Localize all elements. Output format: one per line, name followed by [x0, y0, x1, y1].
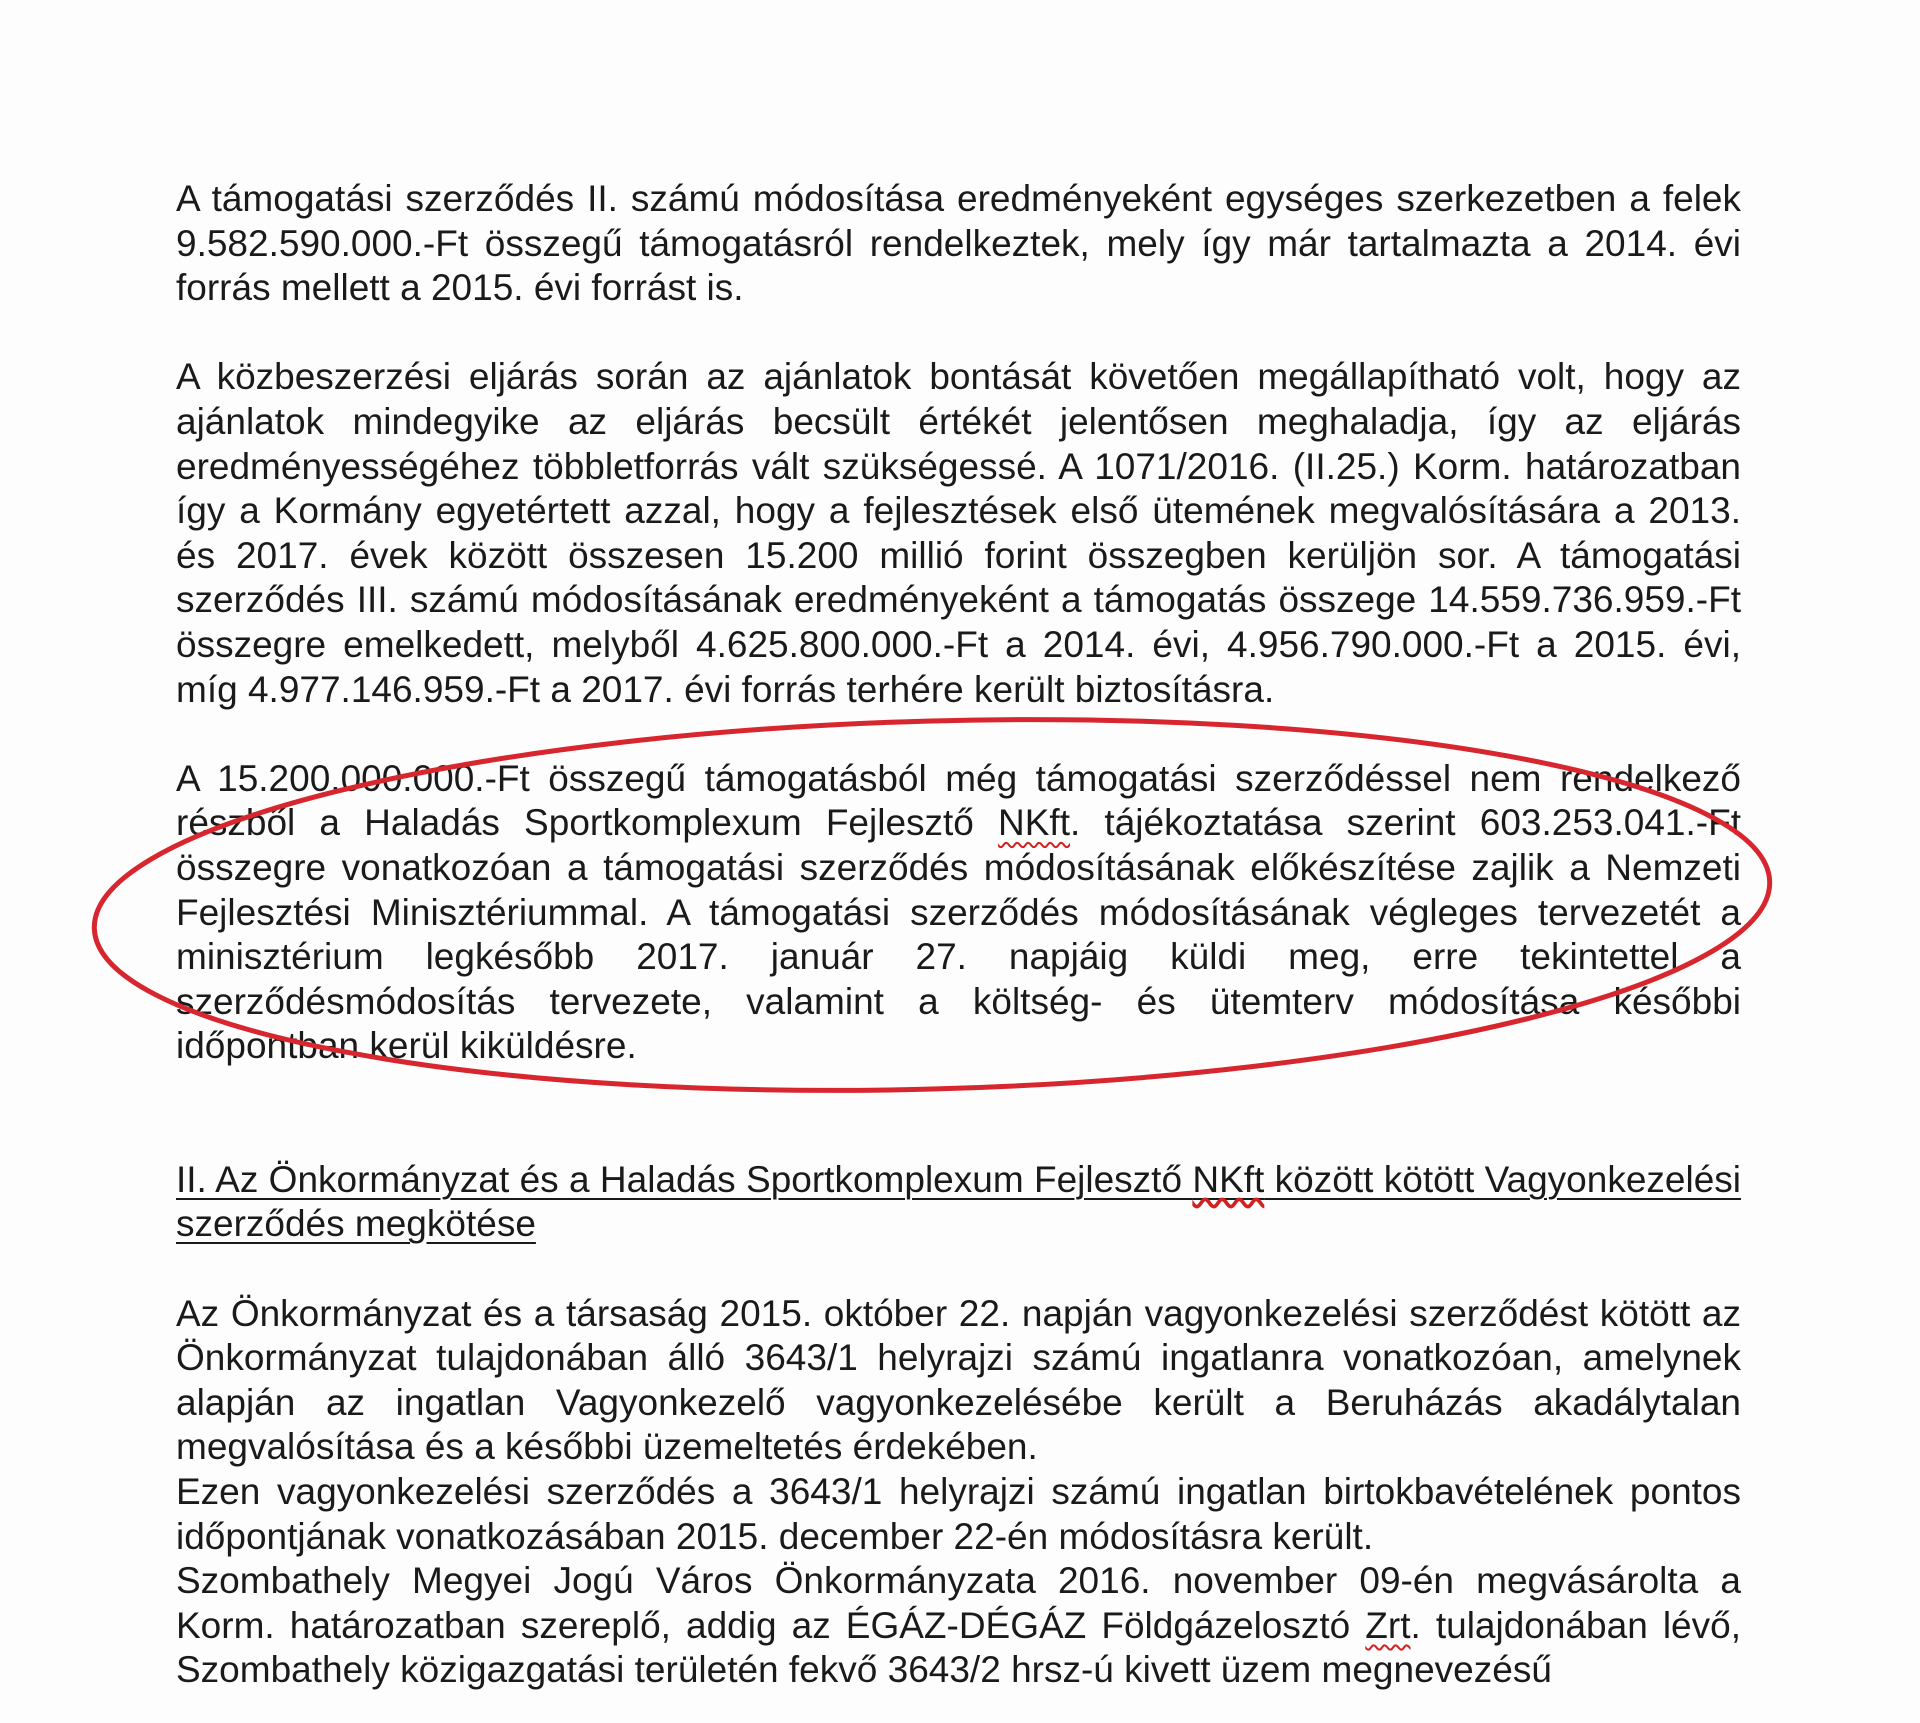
- document-body: [176, 177, 1741, 1693]
- section-heading-text-a: II. Az Önkormányzat és a Haladás Sportkomplexum Fejlesztő: [176, 1158, 1193, 1200]
- paragraph-procurement: A közbeszerzési eljárás során az ajánlatok bontását követően megállapítható volt, hogy az ajánlatok mindegyike az eljárás becsült értékét jelentősen meghaladja, így az eljárás eredményességéhez többletforrás vált szükségessé. A 1071/2016. (II.25.) Korm. határozatban így a Kormány egyetértett azzal, hogy a fejlesztések első ütemének megvalósítására a 2013. és 2017. évek között összesen 15.200 millió forint összegben kerüljön sor. A támogatási szerződés III. számú módosításának eredményeként a támogatás összege 14.559.736.959.-Ft összegre emelkedett, melyből 4.625.800.000.-Ft a 2014. évi, 4.956.790.000.-Ft a 2015. évi, míg 4.977.146.959.-Ft a 2017. évi forrás terhére került biztosításra.: [176, 356, 1741, 710]
- spellcheck-word-nkft: NKft: [998, 802, 1070, 844]
- section-heading-asset-management: [176, 1158, 1741, 1247]
- paragraph-remaining-support: [176, 757, 1741, 1069]
- paragraph-remaining-support-text-b: . tájékoztatása szerint 603.253.041.-Ft összegre vonatkozóan a támogatási szerződés módosításának előkészítése zajlik a Nemzeti Fejlesztési Minisztériummal. A támogatási szerződés módosításának végleges tervezetét a minisztérium legkésőbb 2017. január 27. napjáig küldi meg, erre tekintettel a szerződésmódosítás tervezete, valamint a költség- és ütemterv módosítása későbbi időpontban kerül kiküldésre.: [176, 802, 1741, 1067]
- paragraph-remaining-support-text-a: A 15.200.000.000.-Ft összegű támogatásból még támogatási szerződéssel nem rendelkező részből a Haladás Sportkomplexum Fejlesztő: [176, 757, 1741, 844]
- paragraph-asset-management-contract: Az Önkormányzat és a társaság 2015. október 22. napján vagyonkezelési szerződést kötött az Önkormányzat tulajdonában álló 3643/1 helyrajzi számú ingatlanra vonatkozóan, amelynek alapján az ingatlan Vagyonkezelő vagyonkezelésébe került a Beruházás akadálytalan megvalósítása és a későbbi üzemeltetés érdekében.: [176, 1292, 1741, 1468]
- paragraph-support-contract-ii: A támogatási szerződés II. számú módosítása eredményeként egységes szerkezetben a felek 9.582.590.000.-Ft összegű támogatásról rendelkeztek, mely így már tartalmazta a 2014. évi forrás mellett a 2015. évi forrást is.: [176, 178, 1741, 309]
- paragraph-contract-amendment: Ezen vagyonkezelési szerződés a 3643/1 helyrajzi számú ingatlan birtokbavételének pontos időpontjának vonatkozásában 2015. december 22-én módosításra került.: [176, 1471, 1741, 1557]
- section-heading-text-b: között kötött Vagyonkezelési szerződés megkötése: [176, 1158, 1741, 1245]
- paragraph-property-purchase-text-b: . tulajdonában lévő, Szombathely közigazgatási területén fekvő 3643/2 hrsz-ú kivett üzem megnevezésű: [176, 1604, 1741, 1691]
- spellcheck-word-nkft-heading: NKft: [1192, 1158, 1265, 1200]
- spellcheck-word-zrt: Zrt: [1365, 1604, 1411, 1646]
- paragraph-property-purchase: [176, 1559, 1741, 1693]
- paragraph-property-purchase-text-a: Szombathely Megyei Jogú Város Önkormányzata 2016. november 09-én megvásárolta a Korm. határozatban szereplő, addig az ÉGÁZ-DÉGÁZ Földgázelosztó: [176, 1560, 1741, 1646]
